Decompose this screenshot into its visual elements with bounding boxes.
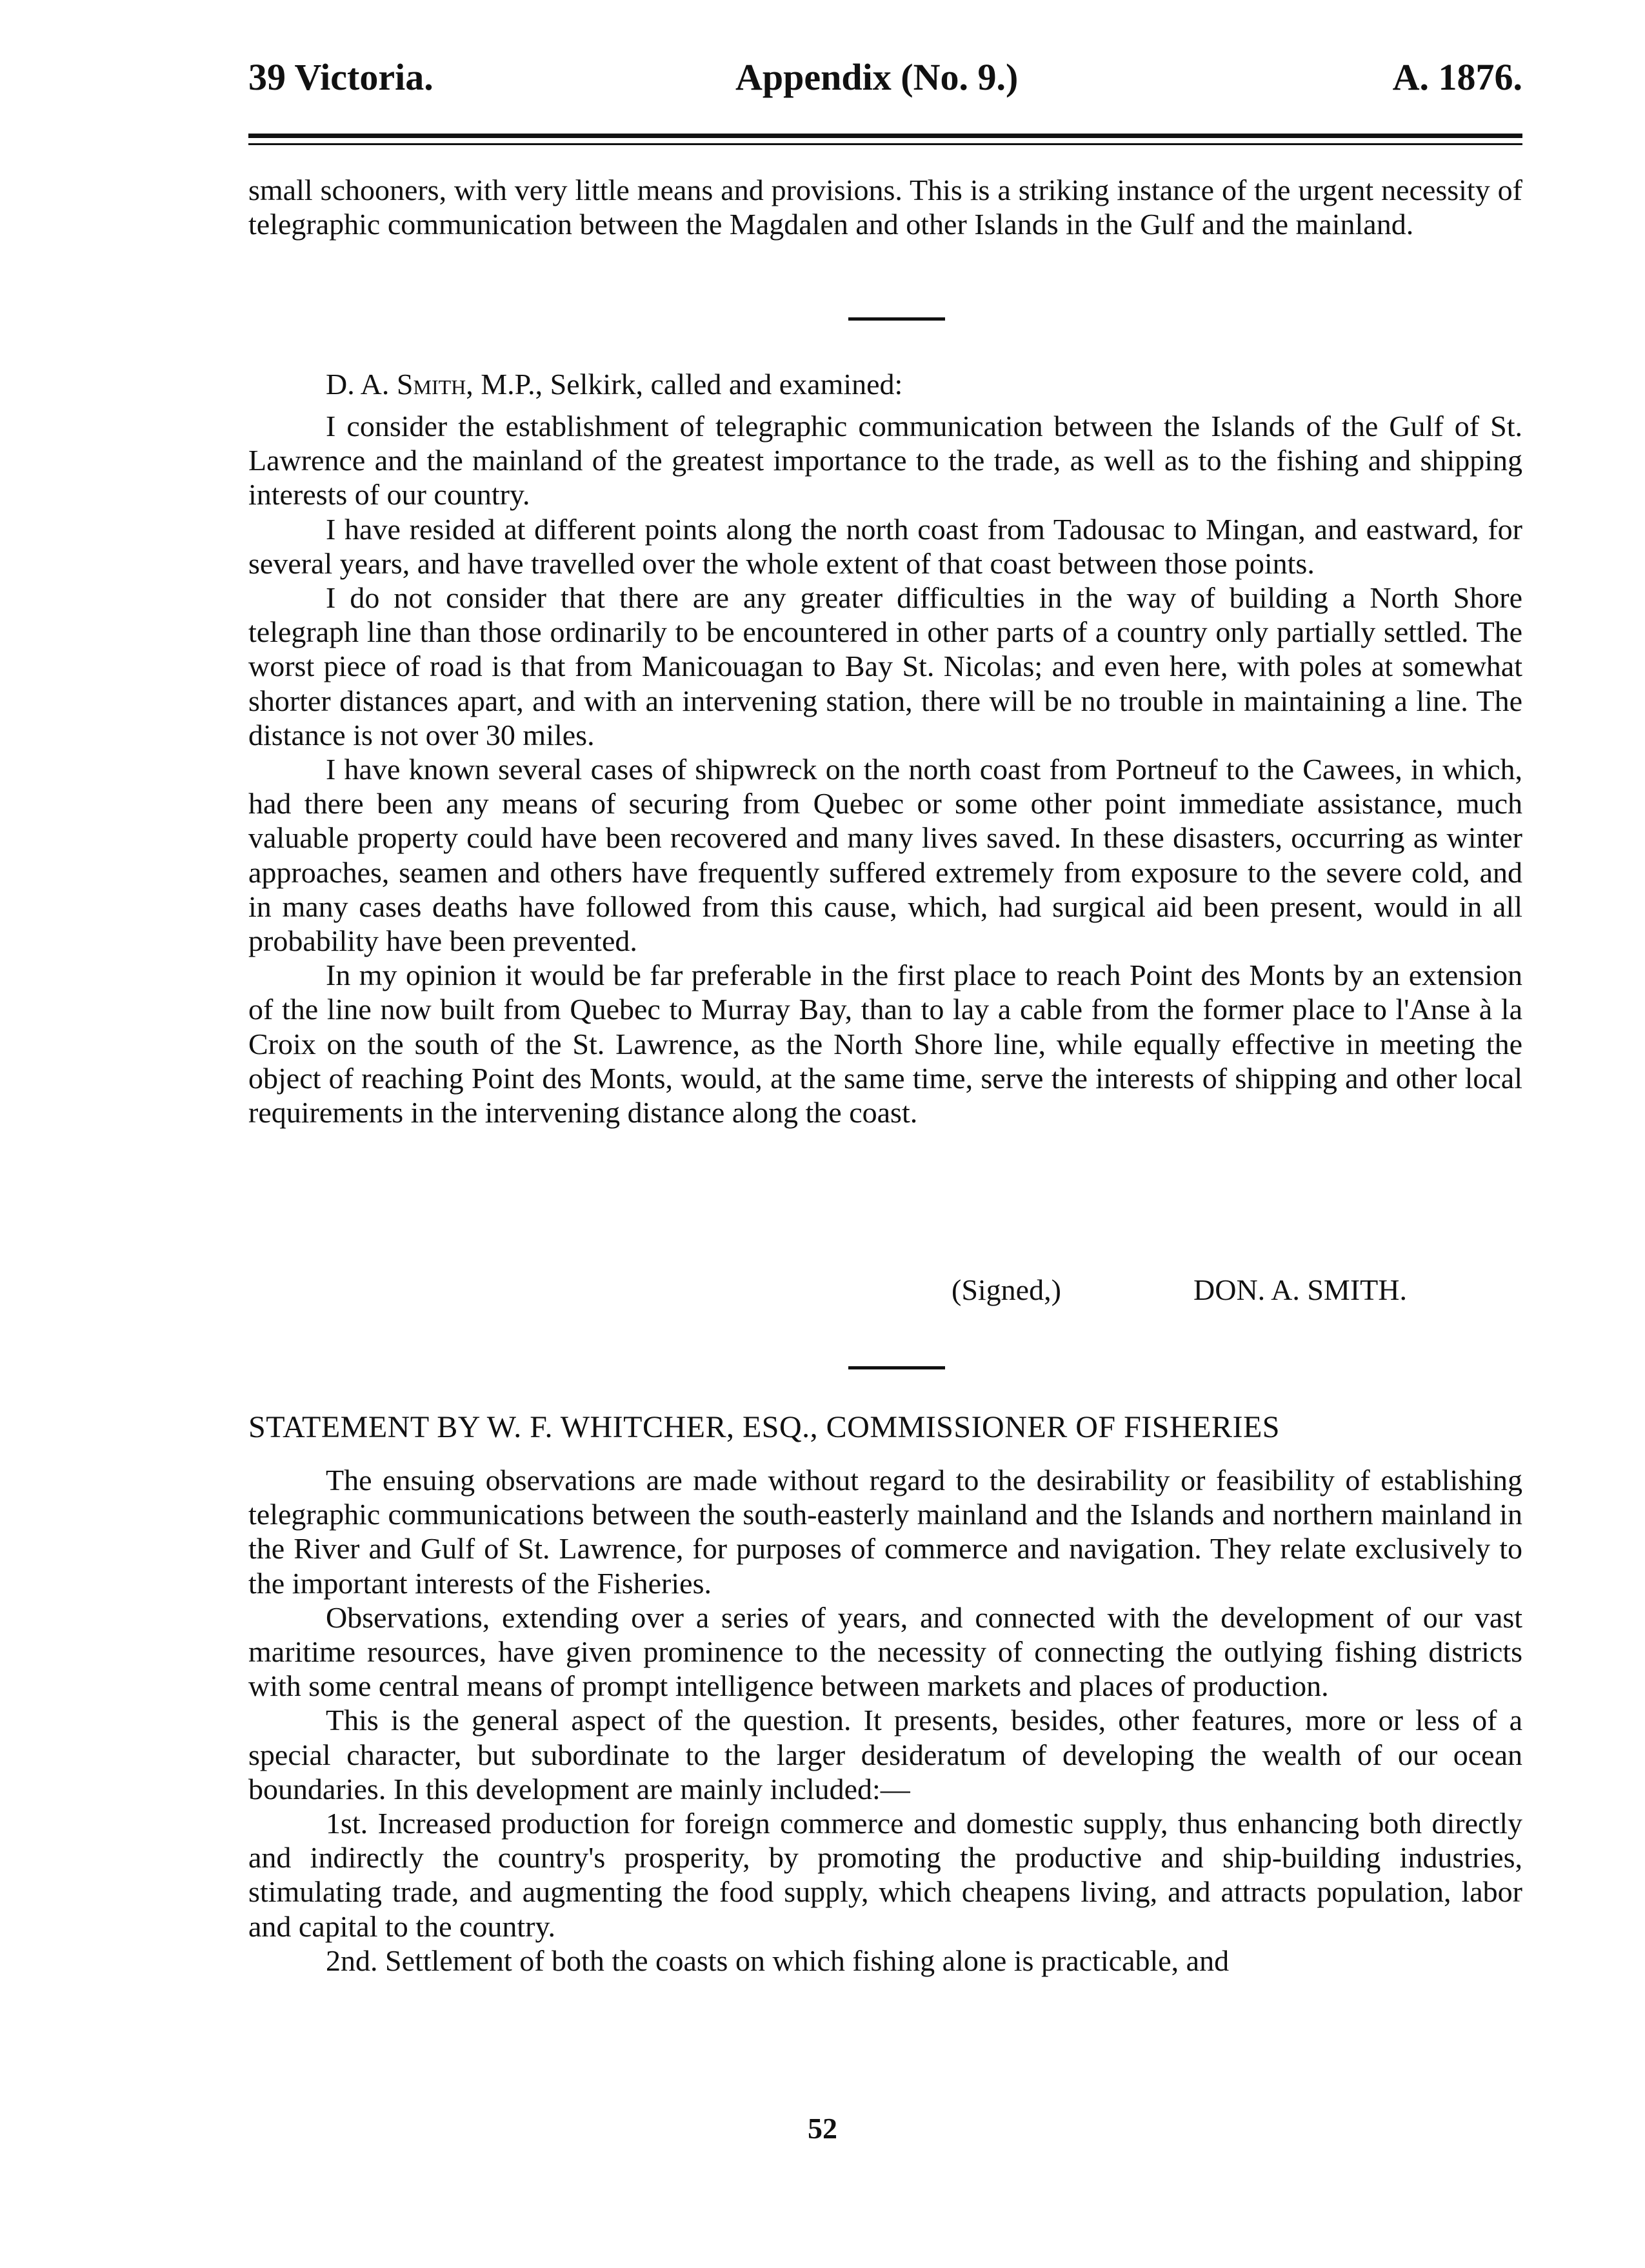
header-session: 39 Victoria.	[248, 56, 434, 98]
statement-paragraph: 2nd. Settlement of both the coasts on which fishing alone is practicable, and	[326, 1944, 1230, 1977]
testimony-paragraph: I have resided at different points along the north coast from Tadousac to Mingan, and eastward, for several years, and have travelled over the whole extent of that coast between those points.	[248, 512, 1522, 580]
statement-paragraph: 1st. Increased production for foreign commerce and domestic supply, thus enhancing both directly and indirectly the country's prosperity, by promoting the productive and ship-building industries, stimulating trade, and augmenting the food supply, which cheapens living, and attracts population, labor and capital to the country.	[248, 1807, 1522, 1943]
statement-paragraph: Observations, extending over a series of years, and connected with the development of our vast maritime resources, have given prominence to the necessity of connecting the outlying fishing districts with some central means of prompt intelligence between markets and places of production.	[248, 1600, 1522, 1703]
intro-paragraph-block	[248, 173, 1522, 241]
header-appendix: Appendix (No. 9.)	[735, 56, 1019, 98]
testimony-paragraph: I have known several cases of shipwreck on the north coast from Portneuf to the Cawees, in which, had there been any means of securing from Quebec or some other point immediate assistance, much valuable property could have been recovered and many lives saved. In these disasters, occurring as winter approaches, seamen and others have frequently suffered extremely from exposure to the severe cold, and in many cases deaths have followed from this cause, which, had surgical aid been present, would in all probability have been prevented.	[248, 753, 1522, 958]
header-rule-thick	[248, 134, 1522, 138]
header-rule-thin	[248, 143, 1522, 145]
signature-name: DON. A. SMITH.	[1193, 1273, 1407, 1306]
page-number: 52	[808, 2112, 837, 2145]
statement-heading: STATEMENT BY W. F. WHITCHER, ESQ., COMMISSIONER OF FISHERIES	[248, 1410, 1280, 1444]
testimony-paragraph: I consider the establishment of telegraphic communication between the Islands of the Gulf of St. Lawrence and the mainland of the greatest importance to the trade, as well as to the fishing and shipping interests of our country.	[248, 410, 1522, 512]
witness-line	[326, 365, 1522, 404]
running-header	[248, 45, 1522, 110]
intro-paragraph: small schooners, with very little means and provisions. This is a striking instance of the urgent necessity of telegraphic communication between the Magdalen and other Islands in the Gulf and the mainland.	[248, 174, 1522, 241]
section-separator	[848, 317, 945, 321]
statement-paragraph: The ensuing observations are made without regard to the desirability or feasibility of establishing telegraphic communications between the south-easterly mainland and the Islands and northern mainland in the River and Gulf of St. Lawrence, for purposes of commerce and navigation. They relate exclusively to the important interests of the Fisheries.	[248, 1464, 1522, 1600]
testimony-body	[248, 409, 1522, 1129]
witness-detail: , M.P., Selkirk, called and examined:	[466, 368, 903, 401]
signed-label: (Signed,)	[952, 1273, 1061, 1306]
testimony-paragraph: I do not consider that there are any greater difficulties in the way of building a North Shore telegraph line than those ordinarily to be encountered in other parts of a country only partially settled. The worst piece of road is that from Manicouagan to Bay St. Nicolas; and even here, with poles at somewhat shorter distances apart, and with an intervening station, there will be no trouble in maintaining a line. The distance is not over 30 miles.	[248, 581, 1522, 751]
witness-name: D. A. Smith	[326, 368, 466, 401]
statement-paragraph: This is the general aspect of the question. It presents, besides, other features, more or less of a special character, but subordinate to the larger desideratum of developing the wealth of our ocean boundaries. In this development are mainly included:—	[248, 1704, 1522, 1805]
statement-body	[248, 1463, 1522, 1978]
testimony-paragraph: In my opinion it would be far preferable in the first place to reach Point des Monts by an extension of the line now built from Quebec to Murray Bay, than to lay a cable from the former place to l'Anse à la Croix on the south of the St. Lawrence, as the North Shore line, while equally effective in meeting the object of reaching Point des Monts, would, at the same time, serve the interests of shipping and other local requirements in the intervening distance along the coast.	[248, 959, 1522, 1129]
header-year: A. 1876.	[1392, 56, 1522, 98]
section-separator	[848, 1366, 945, 1369]
